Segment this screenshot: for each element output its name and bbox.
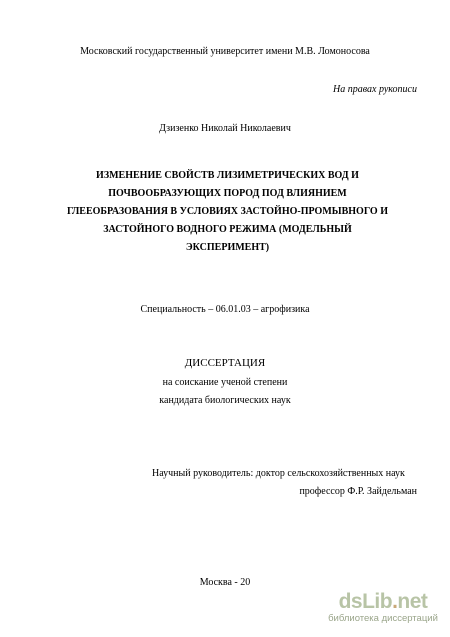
watermark-logo-part1: dsLib <box>338 590 393 613</box>
title-line: ПОЧВООБРАЗУЮЩИХ ПОРОД ПОД ВЛИЯНИЕМ <box>108 188 347 199</box>
specialty: Специальность – 06.01.03 – агрофизика <box>140 304 310 315</box>
supervisor-label: Научный руководитель: доктор сельскохозяйственных наук <box>152 468 405 479</box>
degree-line-2: кандидата биологических наук <box>159 395 291 406</box>
watermark-logo-dot: . <box>392 590 398 613</box>
watermark-logo <box>324 591 442 613</box>
watermark <box>324 591 442 624</box>
watermark-subtitle: библиотека диссертаций <box>328 613 438 624</box>
watermark-logo-part2: net <box>397 590 428 613</box>
title-line: ГЛЕЕОБРАЗОВАНИЯ В УСЛОВИЯХ ЗАСТОЙНО-ПРОМЫВНОГО И <box>66 206 388 217</box>
title-line: ЗАСТОЙНОГО ВОДНОГО РЕЖИМА (МОДЕЛЬНЫЙ <box>103 224 352 235</box>
manuscript-note: На правах рукописи <box>333 84 417 95</box>
dissertation-title <box>40 167 415 257</box>
degree-line-1: на соискание ученой степени <box>162 377 288 388</box>
title-line: ЭКСПЕРИМЕНТ) <box>185 242 270 253</box>
city-year: Москва - 20 <box>199 577 251 588</box>
university-name: Московский государственный университет имени М.В. Ломоносова <box>80 46 370 57</box>
supervisor-name: профессор Ф.Р. Зайдельман <box>299 486 417 497</box>
dissertation-type: ДИССЕРТАЦИЯ <box>184 357 266 369</box>
author-name: Дзизенко Николай Николаевич <box>159 123 291 134</box>
title-line: ИЗМЕНЕНИЕ СВОЙСТВ ЛИЗИМЕТРИЧЕСКИХ ВОД И <box>96 170 359 181</box>
